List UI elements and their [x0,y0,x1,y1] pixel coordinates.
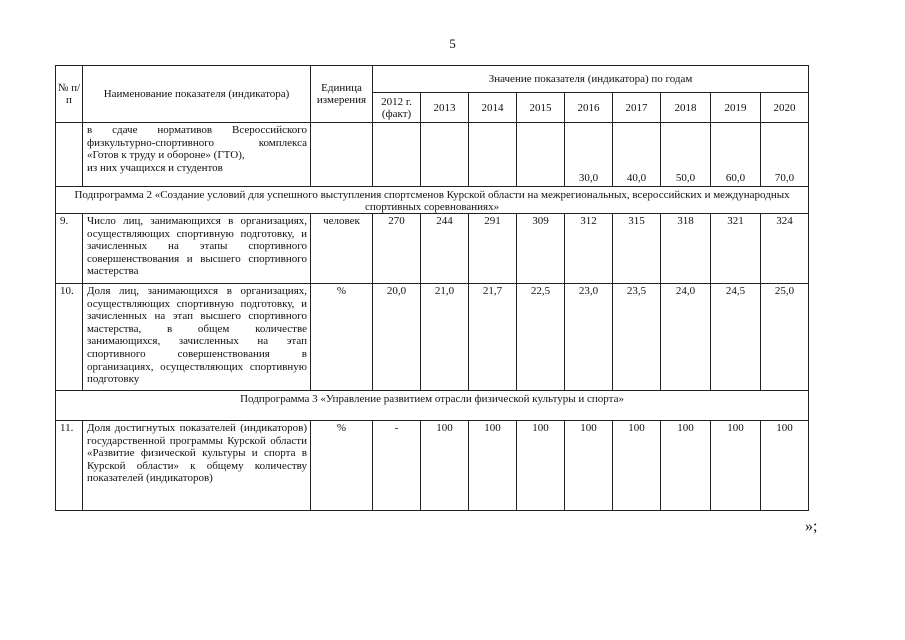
value-cell: 21,0 [421,284,469,391]
closing-quote-mark: »; [805,518,818,535]
value-cell: 60,0 [711,123,761,187]
name-line: из них учащихся и студентов [87,161,223,174]
value-cell: - [373,421,421,511]
value-cell [517,123,565,187]
header-col-num: № п/п [56,66,83,123]
header-col-values: Значение показателя (индикатора) по годам [373,66,809,93]
table-row-10 [56,284,809,391]
year-2014: 2014 [469,93,517,123]
header-row-1 [56,66,809,93]
value-cell [469,123,517,187]
value-cell: 21,7 [469,284,517,391]
year-2017: 2017 [613,93,661,123]
value-cell: 100 [565,421,613,511]
indicator-name: Доля лиц, занимающихся в организациях, осуществляющих спортивную подготовку, и зачисленных на этап высшего спортивного мастерства, в общем количестве занимающихся, зачисленных на этап спортивного совершенствования в организациях, осуществляющих спортивную подготовку [83,284,311,391]
indicator-name: Число лиц, занимающихся в организациях, осуществляющих спортивную подготовку, и зачисленных на этапы спортивного совершенствования и высшего спортивного мастерства [83,214,311,284]
value-cell: 25,0 [761,284,809,391]
value-cell: 24,0 [661,284,711,391]
subprogram-2-row [56,187,809,214]
indicator-unit: % [311,284,373,391]
year-2018: 2018 [661,93,711,123]
value-cell: 100 [421,421,469,511]
name-line: физкультурно-спортивного комплекса [87,136,307,149]
value-cell: 24,5 [711,284,761,391]
table-row-9 [56,214,809,284]
value-cell: 318 [661,214,711,284]
year-2019: 2019 [711,93,761,123]
value-cell: 100 [469,421,517,511]
value-cell: 100 [661,421,711,511]
row-number: 9. [56,214,83,284]
value-cell: 20,0 [373,284,421,391]
year-2012: 2012 г. (факт) [373,93,421,123]
value-cell: 309 [517,214,565,284]
subprogram-3-row [56,391,809,421]
value-cell: 70,0 [761,123,809,187]
value-cell: 100 [613,421,661,511]
value-cell: 100 [711,421,761,511]
year-2016: 2016 [565,93,613,123]
value-cell [421,123,469,187]
value-cell: 244 [421,214,469,284]
value-cell: 291 [469,214,517,284]
value-cell: 321 [711,214,761,284]
value-cell: 324 [761,214,809,284]
value-cell: 40,0 [613,123,661,187]
year-2015: 2015 [517,93,565,123]
header-col-name: Наименование показателя (индикатора) [83,66,311,123]
value-cell: 315 [613,214,661,284]
row-number: 11. [56,421,83,511]
value-cell [373,123,421,187]
indicator-unit: % [311,421,373,511]
row-number: 10. [56,284,83,391]
value-cell: 22,5 [517,284,565,391]
name-line: в сдаче нормативов Всероссийского [87,124,307,136]
value-cell: 270 [373,214,421,284]
row-num-cell [56,123,83,187]
value-cell: 50,0 [661,123,711,187]
indicators-table [55,65,809,511]
value-cell: 100 [761,421,809,511]
page-number: 5 [449,36,456,51]
value-cell: 23,0 [565,284,613,391]
header-col-unit: Единица измерения [311,66,373,123]
indicator-name: Доля достигнутых показателей (индикаторов) государственной программы Курской области «Развитие физической культуры и спорта в Курской области» к общему количеству показателей (индикаторов) [83,421,311,511]
row-name-cell [83,123,311,187]
year-2020: 2020 [761,93,809,123]
subprogram-2-title: Подпрограмма 2 «Создание условий для успешного выступления спортсменов Курской области на межрегиональных, всероссийских и международных спортивных соревнованиях» [56,187,809,214]
value-cell: 30,0 [565,123,613,187]
table-row-continued [56,123,809,187]
row-unit-cell [311,123,373,187]
name-line: «Готов к труду и обороне» (ГТО), [87,149,245,162]
value-cell: 23,5 [613,284,661,391]
indicator-unit: человек [311,214,373,284]
value-cell: 100 [517,421,565,511]
year-2013: 2013 [421,93,469,123]
subprogram-3-title: Подпрограмма 3 «Управление развитием отрасли физической культуры и спорта» [56,391,809,421]
table-row-11 [56,421,809,511]
value-cell: 312 [565,214,613,284]
